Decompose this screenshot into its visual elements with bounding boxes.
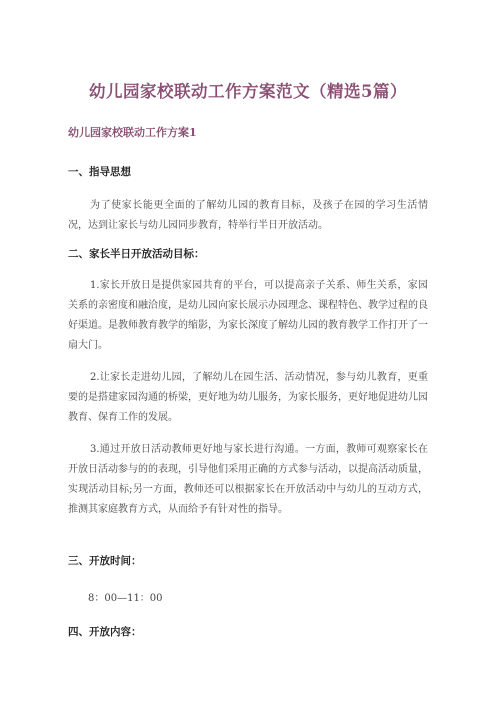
section-heading-1: 一、指导思想	[68, 166, 131, 178]
opening-time-value: 8：00—11：00	[88, 593, 163, 604]
section-heading-4: 四、开放内容：	[68, 626, 142, 638]
document-subtitle: 幼儿园家校联动工作方案1	[68, 126, 197, 139]
section-1-paragraph-1: 为了使家长能更全面的了解幼儿园的教育目标，及孩子在园的学习生活情况，达到让家长与幼儿园同步教育，特举行半日开放活动。	[68, 200, 428, 231]
section-2-paragraph-2: 2.让家长走进幼儿园，了解幼儿在园生活、活动情况，参与幼儿教育，更重要的是搭建家园沟通的桥梁，更好地为幼儿服务，为家长服务，更好地促进幼儿园教育、保育工作的发展。	[68, 372, 428, 423]
section-2-paragraph-3: 3.通过开放日活动教师更好地与家长进行沟通。一方面，教师可观察家长在开放日活动参与的的表现，引导他们采用正确的方式参与活动，以提高活动质量，实现活动目标;另一方面，教师还可以根据家长在开放活动中与幼儿的互动方式，推测其家庭教育方式，从而给予有针对性的指导。	[68, 444, 428, 515]
section-heading-2: 二、家长半日开放活动目标：	[68, 248, 205, 260]
section-2-paragraph-1: 1.家长开放日是提供家园共育的平台，可以提高亲子关系、师生关系，家园关系的亲密度和融洽度，是幼儿园向家长展示办园理念、课程特色、教学过程的良好渠道。是教师教育教学的缩影，为家长深度了解幼儿园的教育教学工作打开了一扇大门。	[68, 280, 428, 351]
document-title: 幼儿园家校联动工作方案范文（精选5篇）	[89, 82, 407, 101]
section-heading-3: 三、开放时间：	[68, 555, 142, 567]
